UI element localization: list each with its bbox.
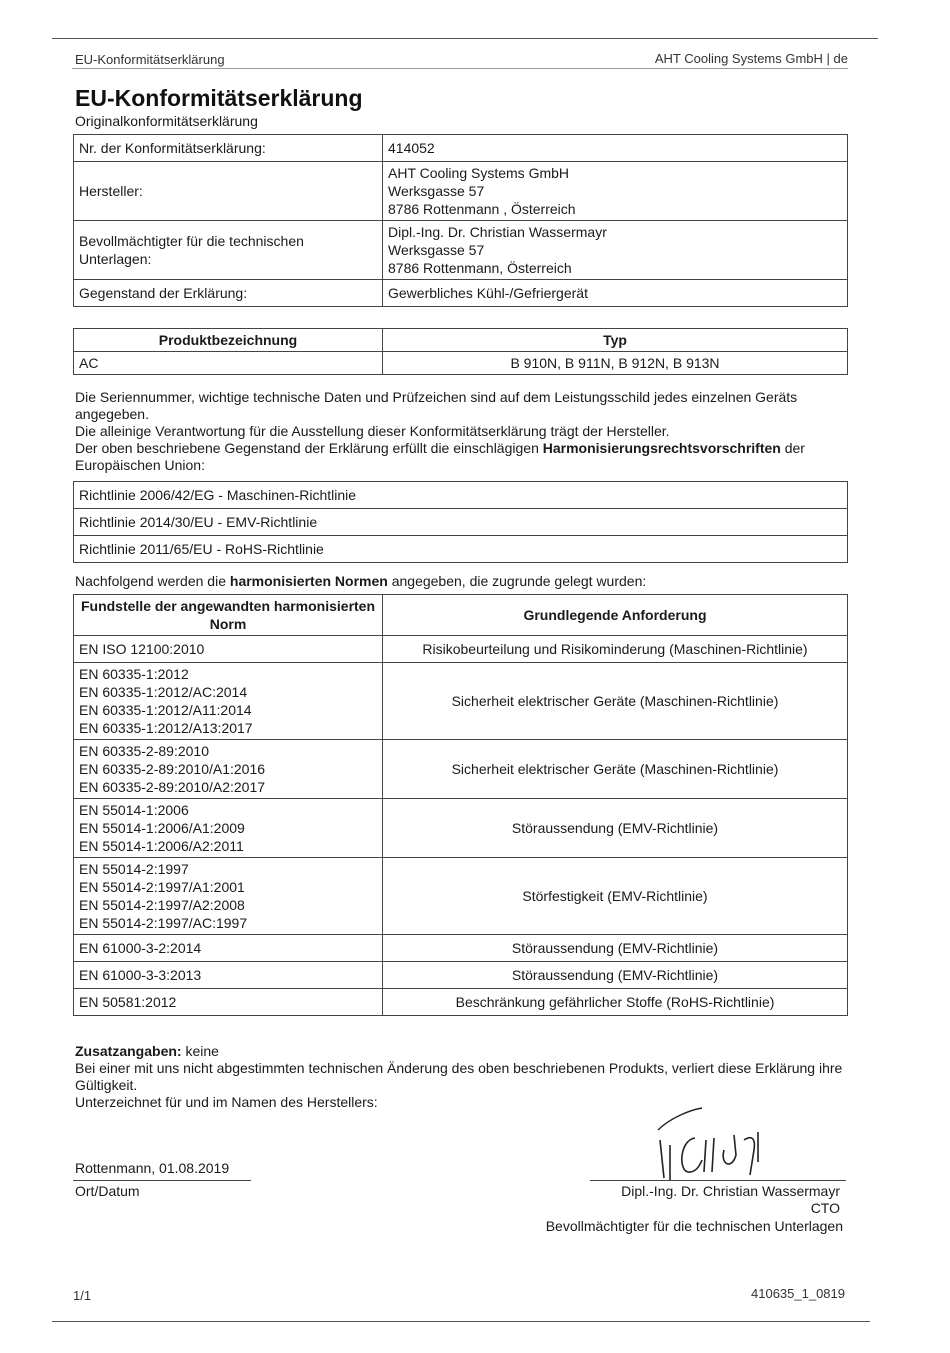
declaration-number: 414052 [388,140,435,156]
directive-item: Richtlinie 2014/30/EU - EMV-Richtlinie [74,509,848,536]
norm-references [74,636,383,663]
info-label: Bevollmächtigter für die technischen Unterlagen: [74,221,383,280]
norm-reference: EN 55014-2:1997 [79,861,189,877]
norm-reference: EN 55014-2:1997/AC:1997 [79,915,248,931]
norm-requirement: Beschränkung gefährlicher Stoffe (RoHS-Richtlinie) [383,989,848,1016]
declaration-subject: Gewerbliches Kühl-/Gefriergerät [388,285,588,301]
place-date-line [73,1180,251,1181]
signatory-role: CTO [810,1200,840,1216]
table-row [74,536,848,563]
directives-table [73,481,848,563]
column-header: Typ [383,329,848,352]
norm-reference: EN 55014-1:2006/A1:2009 [79,820,245,836]
signature-line [590,1180,846,1181]
norms-intro [75,573,855,590]
column-header: Grundlegende Anforderung [383,595,848,636]
norm-requirement: Sicherheit elektrischer Geräte (Maschinen-Richtlinie) [383,663,848,740]
header-left: EU-Konformitätserklärung [75,52,225,67]
signatory-capacity: Bevollmächtigter für die technischen Unterlagen [545,1218,843,1234]
table-row [74,135,848,162]
norm-requirement: Sicherheit elektrischer Geräte (Maschinen-Richtlinie) [383,740,848,799]
norm-reference: EN 60335-1:2012/AC:2014 [79,684,248,700]
norm-reference: EN 55014-2:1997/A2:2008 [79,897,245,913]
header-right: AHT Cooling Systems GmbH | de [654,51,848,66]
document-id: 410635_1_0819 [751,1286,845,1301]
table-row [74,509,848,536]
handwritten-signature [640,1100,780,1185]
norm-reference: EN 60335-2-89:2010 [79,743,209,759]
info-value [383,162,848,221]
additional-label: Zusatzangaben: [75,1043,182,1059]
norm-requirement: Störaussendung (EMV-Richtlinie) [383,799,848,858]
manufacturer-street: Werksgasse 57 [388,183,485,199]
text-line: Die Seriennummer, wichtige technische Daten und Prüfzeichen sind auf dem Leistungsschild jedes einzelnen Geräts angegeben. [75,389,798,422]
place-date-label: Ort/Datum [75,1183,140,1199]
representative-name: Dipl.-Ing. Dr. Christian Wassermayr [388,224,607,240]
manufacturer-name: AHT Cooling Systems GmbH [388,165,570,181]
representative-street: Werksgasse 57 [388,242,485,258]
additional-value: keine [181,1043,219,1059]
norm-reference: EN 61000-3-3:2013 [79,967,202,983]
norm-requirement: Störaussendung (EMV-Richtlinie) [383,962,848,989]
text-line [75,440,855,474]
text-line: Unterzeichnet für und im Namen des Herstellers: [75,1094,378,1110]
directive-item: Richtlinie 2011/65/EU - RoHS-Richtlinie [74,536,848,563]
table-row [74,799,848,858]
norm-reference: EN 60335-1:2012/A13:2017 [79,720,253,736]
text-span: Der oben beschriebene Gegenstand der Erklärung erfüllt die einschlägigen [75,440,543,456]
table-header-row [74,329,848,352]
norm-references [74,858,383,935]
table-row [74,740,848,799]
text-line [75,1043,855,1060]
signatory-name: Dipl.-Ing. Dr. Christian Wassermayr [621,1183,840,1199]
text-span: angegeben, die zugrunde gelegt wurden: [387,573,647,589]
norms-table [73,594,848,1016]
norm-references [74,989,383,1016]
table-row [74,352,848,375]
header-rule [72,68,848,69]
bold-text: Harmonisierungsrechtsvorschriften [542,440,781,456]
product-table [73,328,848,375]
norm-reference: EN 55014-1:2006/A2:2011 [79,838,244,854]
table-row [74,280,848,307]
table-row [74,858,848,935]
table-row [74,162,848,221]
declaration-info-table [73,134,848,307]
norm-references [74,663,383,740]
norm-reference: EN 60335-2-89:2010/A2:2017 [79,779,266,795]
text-span: Nachfolgend werden die [75,573,230,589]
declaration-text [75,389,855,474]
norm-references [74,799,383,858]
representative-city: 8786 Rottenmann, Österreich [388,260,572,276]
norm-reference: EN 60335-2-89:2010/A1:2016 [79,761,266,777]
column-header: Fundstelle der angewandten harmonisierten Norm [74,595,383,636]
norm-reference: EN 60335-1:2012/A11:2014 [79,702,252,718]
page-title: EU-Konformitätserklärung [75,85,363,111]
table-row [74,221,848,280]
norm-reference: EN ISO 12100:2010 [79,641,205,657]
text-line: Bei einer mit uns nicht abgestimmten technischen Änderung des oben beschriebenen Produkts, verliert diese Erklärung ihre Gültigkeit. [75,1060,843,1093]
top-rule [52,38,878,39]
table-row [74,482,848,509]
text-line: Die alleinige Verantwortung für die Ausstellung dieser Konformitätserklärung trägt der Hersteller. [75,423,670,439]
norm-reference: EN 55014-2:1997/A1:2001 [79,879,245,895]
table-row [74,935,848,962]
info-label: Nr. der Konformitätserklärung: [74,135,383,162]
product-name: AC [74,352,383,375]
bold-text: harmonisierten Normen [229,573,388,589]
page-number: 1/1 [73,1288,92,1303]
table-header-row [74,595,848,636]
norm-reference: EN 61000-3-2:2014 [79,940,202,956]
text-span: der Europäischen Union: [75,440,805,473]
table-row [74,989,848,1016]
bottom-rule [52,1321,870,1322]
place-date: Rottenmann, 01.08.2019 [75,1160,230,1176]
norm-requirement: Risikobeurteilung und Risikominderung (Maschinen-Richtlinie) [383,636,848,663]
norm-references [74,962,383,989]
table-row [74,636,848,663]
norm-references [74,935,383,962]
norm-requirement: Störaussendung (EMV-Richtlinie) [383,935,848,962]
norm-reference: EN 55014-1:2006 [79,802,189,818]
page-subtitle: Originalkonformitätserklärung [75,113,258,129]
info-value [383,221,848,280]
norm-references [74,740,383,799]
directive-item: Richtlinie 2006/42/EG - Maschinen-Richtlinie [74,482,848,509]
table-row [74,663,848,740]
info-value [383,280,848,307]
norm-requirement: Störfestigkeit (EMV-Richtlinie) [383,858,848,935]
info-label: Hersteller: [74,162,383,221]
manufacturer-city: 8786 Rottenmann , Österreich [388,201,576,217]
product-types: B 910N, B 911N, B 912N, B 913N [383,352,848,375]
info-value [383,135,848,162]
column-header: Produktbezeichnung [74,329,383,352]
info-label: Gegenstand der Erklärung: [74,280,383,307]
norm-reference: EN 60335-1:2012 [79,666,189,682]
norm-reference: EN 50581:2012 [79,994,177,1010]
table-row [74,962,848,989]
